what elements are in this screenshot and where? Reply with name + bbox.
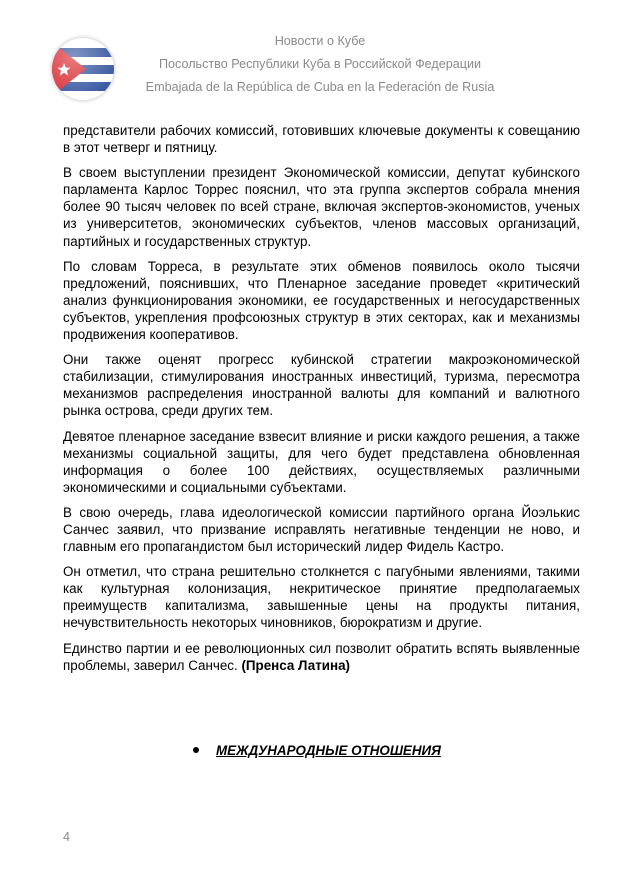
cuban-flag-logo-icon [52, 38, 114, 100]
paragraph: В своем выступлении президент Экономической комиссии, депутат кубинского парламента Карлос Торрес пояснил, что эта группа экспертов собрала мнения более 90 тысяч человек по всей стране, включая экспертов-экономистов, ученых из университетов, экономических субъектов, членов массовых организаций, партийных и государственных структур. [63, 165, 580, 249]
paragraph: В свою очередь, глава идеологической комиссии партийного органа Йоэлькис Санчес заявил, что призвание исправлять негативные тенденции не ново, и главным его пропагандистом был исторический лидер Фидель Кастро. [63, 504, 580, 555]
header-title: Новости о Кубе [274, 34, 366, 48]
header-embassy-es: Embajada de la República de Cuba en la Federación de Rusia [145, 80, 495, 94]
article-body [63, 122, 580, 682]
section-heading-text: МЕЖДУНАРОДНЫЕ ОТНОШЕНИЯ [216, 743, 441, 758]
page-number: 4 [63, 830, 71, 844]
section-heading-bullet [193, 742, 441, 759]
paragraph: Девятое пленарное заседание взвесит влияние и риски каждого решения, а также механизмы социальной защиты, для чего будет представлена обновленная информация о более 100 действиях, осуществляемых различными экономическими и социальными субъектами. [63, 428, 580, 495]
paragraph: представители рабочих комиссий, готовивших ключевые документы к совещанию в этот четверг и пятницу. [63, 123, 580, 156]
news-source: (Пренса Латина) [241, 657, 350, 673]
paragraph: Они также оценят прогресс кубинской стратегии макроэкономической стабилизации, стимулирования иностранных инвестиций, туризма, пересмотра механизмов распределения иностранной валюты для компаний и валютного рынка острова, среди других тем. [63, 352, 580, 419]
paragraph: По словам Торреса, в результате этих обменов появилось около тысячи предложений, пояснивших, что Пленарное заседание проведет «критический анализ функционирования экономики, ее государственных и негосударственных субъектов, укрепления профсоюзных структур в этих секторах, как и механизмы продвижения кооперативов. [63, 258, 580, 343]
paragraph: Он отметил, что страна решительно столкнется с пагубными явлениями, такими как культурная колонизация, некритическое принятие предполагаемых преимуществ капитализма, завышенные цены на продукты питания, нечувствительность некоторых чиновников, бюрократизм и другие. [63, 564, 580, 631]
page-header [0, 0, 624, 110]
paragraph-text: Единство партии и ее революционных сил позволит обратить вспять выявленные проблемы, заверил Санчес. [63, 640, 580, 673]
header-embassy-ru: Посольство Республики Куба в Российской Федерации [158, 57, 482, 71]
header-text-block [130, 30, 510, 99]
flag-graphic [52, 38, 114, 100]
paragraph-last [63, 640, 580, 674]
bullet-dot-icon [193, 747, 199, 753]
